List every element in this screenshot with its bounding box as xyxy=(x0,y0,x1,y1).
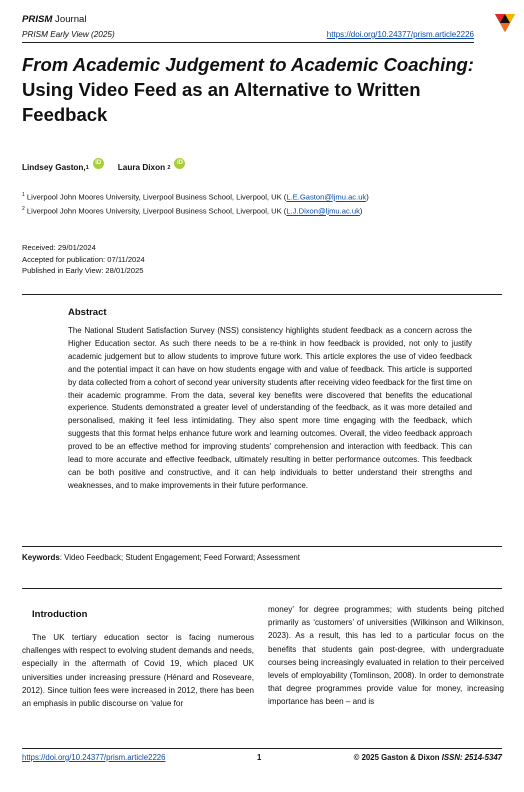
affiliation xyxy=(22,206,362,216)
affiliation xyxy=(22,192,369,202)
article-title xyxy=(22,52,492,127)
page-number: 1 xyxy=(257,753,262,762)
orcid-icon[interactable]: iD xyxy=(93,158,104,169)
header-doi-link[interactable]: https://doi.org/10.24377/prism.article2226 xyxy=(326,30,474,39)
received-date: Received: 29/01/2024 xyxy=(22,243,96,252)
affiliation-close: ) xyxy=(359,206,363,216)
author-name: Lindsey Gaston, xyxy=(22,163,86,172)
publication-dates xyxy=(22,242,145,277)
issn-text: ISSN: 2514-5347 xyxy=(441,753,502,762)
published-date: Published in Early View: 28/01/2025 xyxy=(22,266,144,275)
affiliation-text: Liverpool John Moores University, Liverpool Business School, Liverpool, UK ( xyxy=(26,192,287,202)
introduction-right-column: money’ for degree programmes; with students being pitched primarily as ‘customers’ of universities (Wilkinson and Wilkinson, 2023). As a result, this has led to a particular focus on the benefits that students gain post-degree, with undergraduate courses being increasingly evaluated in relation to their perceived levels of employability (Tomlinson, 2008). In order to demonstrate that degree programmes provide value for money, increasing importance has been – and is xyxy=(268,605,504,707)
abstract-heading: Abstract xyxy=(68,307,107,318)
affiliation-mark: 1 xyxy=(22,192,25,198)
author-list xyxy=(22,162,199,173)
author-email-link[interactable]: L.E.Gaston@ljmu.ac.uk xyxy=(286,192,367,202)
author-name: Laura Dixon xyxy=(117,163,166,172)
journal-name xyxy=(22,14,87,25)
accepted-date: Accepted for publication: 07/11/2024 xyxy=(22,254,145,264)
prism-logo-icon xyxy=(492,8,518,34)
introduction-heading: Introduction xyxy=(32,609,88,620)
keywords-label: Keywords xyxy=(22,553,60,562)
early-view-label: PRISM Early View (2025) xyxy=(22,30,115,39)
title-line-1: From Academic Judgement to Academic Coaching: xyxy=(22,54,474,75)
footer-doi-link[interactable]: https://doi.org/10.24377/prism.article2226 xyxy=(22,753,166,762)
title-line-3: Feedback xyxy=(22,104,108,125)
keywords-list: : Video Feedback; Student Engagement; Feed Forward; Assessment xyxy=(59,553,300,562)
affiliation-mark: 2 xyxy=(22,206,25,212)
abstract-top-divider xyxy=(22,294,502,295)
introduction-left-column: The UK tertiary education sector is facing numerous challenges with respect to evolving student demands and needs, especially in the aftermath of Covid 19, which placed UK universities under increasing pressure (Hénard and Roseveare, 2012). Since tuition fees were increased in 2012, there has been an emphasis in public discourse on ‘value for xyxy=(22,633,254,709)
journal-name-rest: Journal xyxy=(52,14,87,25)
abstract-text: The National Student Satisfaction Survey (NSS) consistency highlights student feedback as a concern across the Higher Education sector. As such there needs to be a re-think in how feedback is provided, not only to justify academic judgement but to allow students to improve future work. This article explores the use of video feedback and the potential impact it can have on how students engage with and value of feedback. This article is supported by data collected from a cohort of second year university students after receiving video feedback for the first time on their academic programme. From the data, several key benefits were discovered that benefits the educational experience. Students demonstrated a greater level of understanding of the feedback, as it was more detailed and personalised, making it feel less intimidating. They also spent more time engaging with the feedback, which suggests that this format helps enhance future work and learning outcomes. Overall, the video feedback approach proved to be an effective method for improving students' comprehension and interaction with feedback. This can lead to more accurate and effective feedback, ultimately resulting in better performance outcomes. This feedback can be both positive and constructive, and it can help individuals to better understand their strengths and weaknesses, and to make improvements in their future performance. xyxy=(68,326,472,490)
author-affiliation-mark: 2 xyxy=(167,164,171,171)
footer-copyright xyxy=(354,753,502,762)
keywords xyxy=(22,553,300,562)
copyright-text: © 2025 Gaston & Dixon xyxy=(353,753,442,762)
title-line-2: Using Video Feed as an Alternative to Written xyxy=(22,79,421,100)
affiliation-text: Liverpool John Moores University, Liverpool Business School, Liverpool, UK ( xyxy=(26,206,287,216)
journal-name-bold: PRISM xyxy=(22,14,53,25)
author-affiliation-mark: 1 xyxy=(85,164,89,171)
author-email-link[interactable]: L.J.Dixon@ljmu.ac.uk xyxy=(286,206,360,216)
header-divider xyxy=(22,42,474,43)
orcid-icon[interactable]: iD xyxy=(174,158,185,169)
keywords-divider xyxy=(22,588,502,589)
affiliation-close: ) xyxy=(366,192,369,202)
abstract-bottom-divider xyxy=(22,546,502,547)
footer-divider xyxy=(22,748,502,749)
